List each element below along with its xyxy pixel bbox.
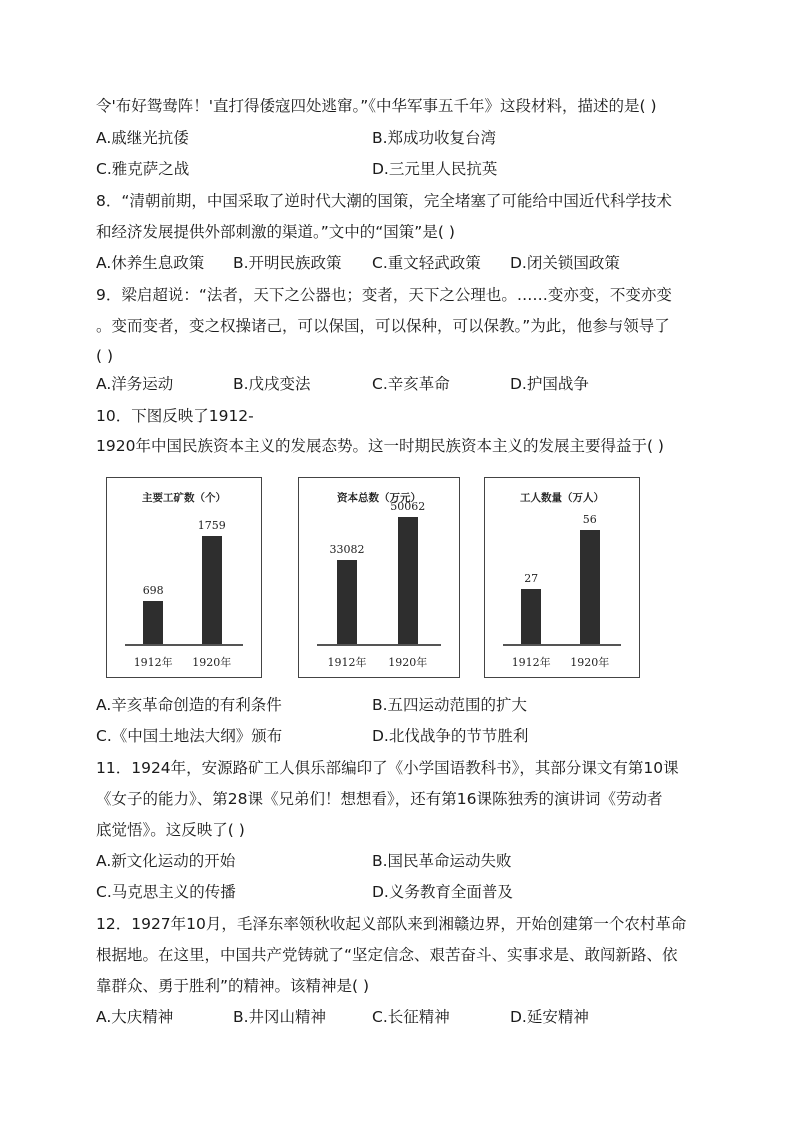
q8-option-d[interactable]: D.闭关锁国政策 bbox=[510, 254, 620, 272]
x-axis-line bbox=[317, 644, 441, 646]
q11-stem-line3: 底觉悟》。这反映了( ) bbox=[96, 821, 245, 839]
q10-stem-line2: 1920年中国民族资本主义的发展态势。这一时期民族资本主义的发展主要得益于( ) bbox=[96, 437, 664, 455]
q7-stem: 令'布好鸳鸯阵！'直打得倭寇四处逃窜。”《中华军事五千年》这段材料，描述的是( ) bbox=[96, 97, 657, 115]
bar-1920 bbox=[398, 517, 418, 644]
q9-stem-line2: 。变而变者，变之权操诸己，可以保国，可以保种，可以保教。”为此，他参与领导了 bbox=[96, 317, 670, 335]
q9-option-c[interactable]: C.辛亥革命 bbox=[372, 375, 450, 393]
chart-panel-2 bbox=[298, 477, 460, 678]
q8-option-c[interactable]: C.重文轻武政策 bbox=[372, 254, 481, 272]
q11-option-b[interactable]: B.国民革命运动失败 bbox=[372, 852, 512, 870]
q8-stem-line2: 和经济发展提供外部刺激的渠道。”文中的“国策”是( ) bbox=[96, 223, 455, 241]
q12-option-b[interactable]: B.井冈山精神 bbox=[233, 1008, 327, 1026]
q11-stem-line2: 《女子的能力》、第28课《兄弟们！想想看》，还有第16课陈独秀的演讲词《劳动者 bbox=[96, 790, 663, 808]
bar-value-label: 698 bbox=[142, 584, 164, 597]
q10-option-a[interactable]: A.辛亥革命创造的有利条件 bbox=[96, 696, 282, 714]
q11-stem-line1: 11．1924年，安源路矿工人俱乐部编印了《小学国语教科书》，其部分课文有第10课 bbox=[96, 759, 679, 777]
q11-option-c[interactable]: C.马克思主义的传播 bbox=[96, 883, 236, 901]
q10-option-d[interactable]: D.北伐战争的节节胜利 bbox=[372, 727, 529, 745]
bar-value-label: 27 bbox=[524, 572, 539, 585]
q9-option-b[interactable]: B.戊戌变法 bbox=[233, 375, 311, 393]
chart-title: 主要工矿数（个） bbox=[142, 492, 226, 504]
chart-title: 工人数量（万人） bbox=[520, 492, 604, 504]
category-label: 1920年 bbox=[388, 656, 428, 669]
q8-option-a[interactable]: A.休养生息政策 bbox=[96, 254, 205, 272]
q7-option-a[interactable]: A.戚继光抗倭 bbox=[96, 129, 189, 147]
q10-option-c[interactable]: C.《中国土地法大纲》颁布 bbox=[96, 727, 283, 745]
q12-stem-line1: 12．1927年10月，毛泽东率领秋收起义部队来到湘赣边界，开始创建第一个农村革命 bbox=[96, 915, 687, 933]
q10-stem-line1: 10．下图反映了1912- bbox=[96, 407, 254, 425]
chart-title: 资本总数（万元） bbox=[337, 492, 421, 504]
q9-option-d[interactable]: D.护国战争 bbox=[510, 375, 589, 393]
q7-option-c[interactable]: C.雅克萨之战 bbox=[96, 160, 190, 178]
category-label: 1920年 bbox=[570, 656, 610, 669]
category-label: 1912年 bbox=[133, 656, 173, 669]
q9-stem-line3: ( ) bbox=[96, 347, 114, 365]
bar-1912 bbox=[143, 601, 163, 644]
x-axis-line bbox=[503, 644, 621, 646]
q8-option-b[interactable]: B.开明民族政策 bbox=[233, 254, 342, 272]
q11-option-d[interactable]: D.义务教育全面普及 bbox=[372, 883, 513, 901]
q7-option-d[interactable]: D.三元里人民抗英 bbox=[372, 160, 498, 178]
q12-option-d[interactable]: D.延安精神 bbox=[510, 1008, 589, 1026]
bar-value-label: 1759 bbox=[197, 519, 226, 532]
q7-option-b[interactable]: B.郑成功收复台湾 bbox=[372, 129, 497, 147]
bar-value-label: 56 bbox=[582, 513, 597, 526]
q12-stem-line3: 靠群众、勇于胜利”的精神。该精神是( ) bbox=[96, 977, 370, 995]
chart-panel-3 bbox=[484, 477, 640, 678]
chart-panel-1 bbox=[106, 477, 262, 678]
category-label: 1920年 bbox=[192, 656, 232, 669]
q10-option-b[interactable]: B.五四运动范围的扩大 bbox=[372, 696, 528, 714]
q9-stem-line1: 9．梁启超说：“法者，天下之公器也；变者，天下之公理也。……变亦变，不变亦变 bbox=[96, 286, 672, 304]
q12-option-c[interactable]: C.长征精神 bbox=[372, 1008, 450, 1026]
x-axis-line bbox=[125, 644, 243, 646]
q12-option-a[interactable]: A.大庆精神 bbox=[96, 1008, 174, 1026]
bar-value-label: 50062 bbox=[390, 500, 426, 513]
q8-stem-line1: 8．“清朝前期，中国采取了逆时代大潮的国策，完全堵塞了可能给中国近代科学技术 bbox=[96, 192, 672, 210]
bar-1920 bbox=[580, 530, 600, 644]
bar-1912 bbox=[521, 589, 541, 644]
q12-stem-line2: 根据地。在这里，中国共产党铸就了“坚定信念、艰苦奋斗、实事求是、敢闯新路、依 bbox=[96, 946, 678, 964]
bar-1912 bbox=[337, 560, 357, 644]
bar-1920 bbox=[202, 536, 222, 644]
category-label: 1912年 bbox=[511, 656, 551, 669]
q11-option-a[interactable]: A.新文化运动的开始 bbox=[96, 852, 236, 870]
category-label: 1912年 bbox=[327, 656, 367, 669]
q9-option-a[interactable]: A.洋务运动 bbox=[96, 375, 174, 393]
bar-value-label: 33082 bbox=[329, 543, 365, 556]
